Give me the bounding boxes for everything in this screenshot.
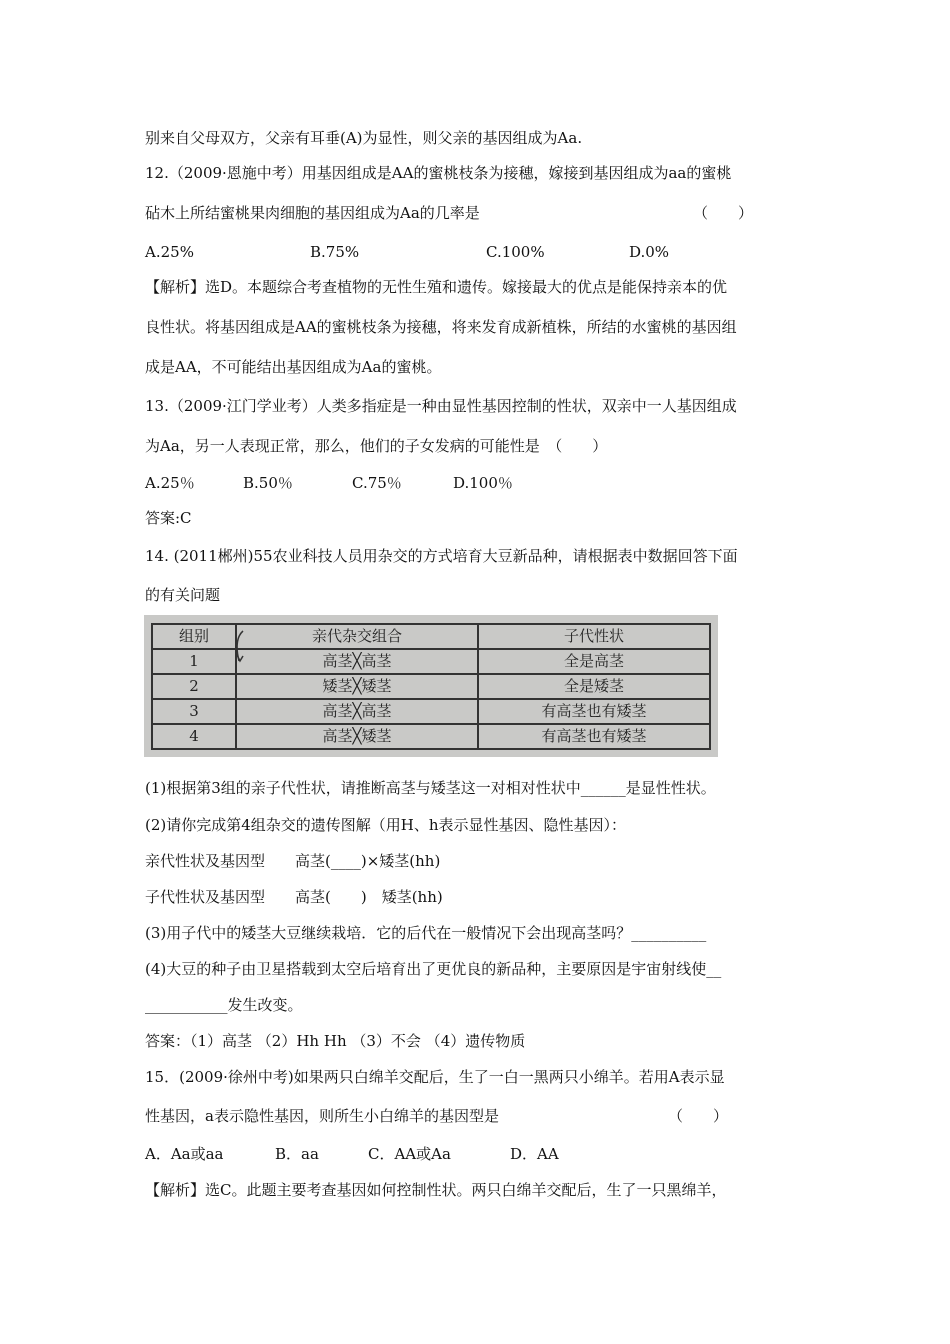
table-cell: 高茎╳高茎: [236, 699, 478, 724]
option-c: C.75％: [352, 474, 402, 492]
table-row: [152, 674, 710, 699]
table-cell: 高茎╳矮茎: [236, 724, 478, 749]
genetic-diagram-offspring: 子代性状及基因型 高茎( ) 矮茎(hh): [145, 888, 443, 906]
option-b: B.75%: [310, 243, 360, 261]
table-row: [152, 724, 710, 749]
question-13-stem: 13.（2009·江门学业考）人类多指症是一种由显性基因控制的性状，双亲中一人基因组成: [145, 397, 737, 415]
answer-line: 答案:C: [145, 509, 192, 527]
option-c: C.100%: [486, 243, 545, 261]
genetic-diagram-parent: 亲代性状及基因型 高茎(____)×矮茎(hh): [145, 852, 441, 870]
sub-question-2: (2)请你完成第4组杂交的遗传图解（用H、h表示显性基因、隐性基因）：: [145, 816, 627, 834]
question-15-stem-cont: 性基因，a表示隐性基因，则所生小白绵羊的基因型是: [145, 1107, 499, 1125]
table-cell: 全是矮茎: [478, 674, 710, 699]
table-cell: 4: [152, 724, 236, 749]
table-image: [144, 615, 718, 757]
table-row: [152, 699, 710, 724]
table-cell: 有高茎也有矮茎: [478, 699, 710, 724]
option-d: D．AA: [510, 1145, 559, 1163]
pen-mark-icon: [233, 629, 247, 663]
option-b: B.50％: [243, 474, 293, 492]
option-d: D.0%: [629, 243, 670, 261]
analysis-line: 良性状。将基因组成是AA的蜜桃枝条为接穗，将来发育成新植株，所结的水蜜桃的基因组: [145, 318, 737, 336]
answer-line: 答案：（1）高茎 （2）Hh Hh （3）不会 （4）遗传物质: [145, 1032, 526, 1050]
sub-question-4-cont: ___________发生改变。: [145, 996, 303, 1014]
sub-question-1: (1)根据第3组的亲子代性状，请推断高茎与矮茎这一对相对性状中______是显性性状。: [145, 779, 716, 797]
sub-question-4: (4)大豆的种子由卫星搭载到太空后培育出了更优良的新品种，主要原因是宇宙射线使__: [145, 960, 722, 978]
table-cell: 有高茎也有矮茎: [478, 724, 710, 749]
question-15-stem: 15．(2009·徐州中考)如果两只白绵羊交配后，生了一白一黑两只小绵羊。若用A表示显: [145, 1068, 725, 1086]
table-cell: 高茎╳高茎: [236, 649, 478, 674]
option-d: D.100％: [453, 474, 513, 492]
answer-paren: （ ）: [668, 1107, 729, 1125]
analysis-line: 【解析】选D。本题综合考查植物的无性生殖和遗传。嫁接最大的优点是能保持亲本的优: [145, 278, 728, 296]
header-cell: 亲代杂交组合: [236, 624, 478, 649]
option-a: A.25%: [145, 243, 194, 261]
analysis-line: 【解析】选C。此题主要考查基因如何控制性状。两只白绵羊交配后，生了一只黑绵羊，: [145, 1181, 727, 1199]
header-cell: 子代性状: [478, 624, 710, 649]
option-c: C．AA或Aa: [368, 1145, 451, 1163]
table-cell: 全是高茎: [478, 649, 710, 674]
option-b: B．aa: [275, 1145, 319, 1163]
sub-question-3: (3)用子代中的矮茎大豆继续栽培．它的后代在一般情况下会出现高茎吗？__________: [145, 924, 707, 942]
question-12-stem: 12.（2009·恩施中考）用基因组成是AA的蜜桃枝条为接穗，嫁接到基因组成为aa的蜜桃: [145, 164, 732, 182]
header-cell: 组别: [152, 624, 236, 649]
text-line: 别来自父母双方，父亲有耳垂(A)为显性，则父亲的基因组成为Aa.: [145, 129, 583, 147]
question-13-stem-cont: 为Aa，另一人表现正常，那么，他们的子女发病的可能性是 （ ）: [145, 437, 608, 455]
analysis-line: 成是AA，不可能结出基因组成为Aa的蜜桃。: [145, 358, 442, 376]
option-a: A.25％: [145, 474, 195, 492]
option-a: A．Aa或aa: [145, 1145, 224, 1163]
question-14-stem-cont: 的有关问题: [145, 586, 221, 604]
answer-paren: （ ）: [693, 204, 754, 222]
question-14-stem: 14. (2011郴州)55农业科技人员用杂交的方式培育大豆新品种，请根据表中数据回答下面: [145, 547, 738, 565]
table-cell: 2: [152, 674, 236, 699]
table-cell: 矮茎╳矮茎: [236, 674, 478, 699]
table-cell: 1: [152, 649, 236, 674]
question-12-stem-cont: 砧木上所结蜜桃果肉细胞的基因组成为Aa的几率是: [145, 204, 480, 222]
table-cell: 3: [152, 699, 236, 724]
